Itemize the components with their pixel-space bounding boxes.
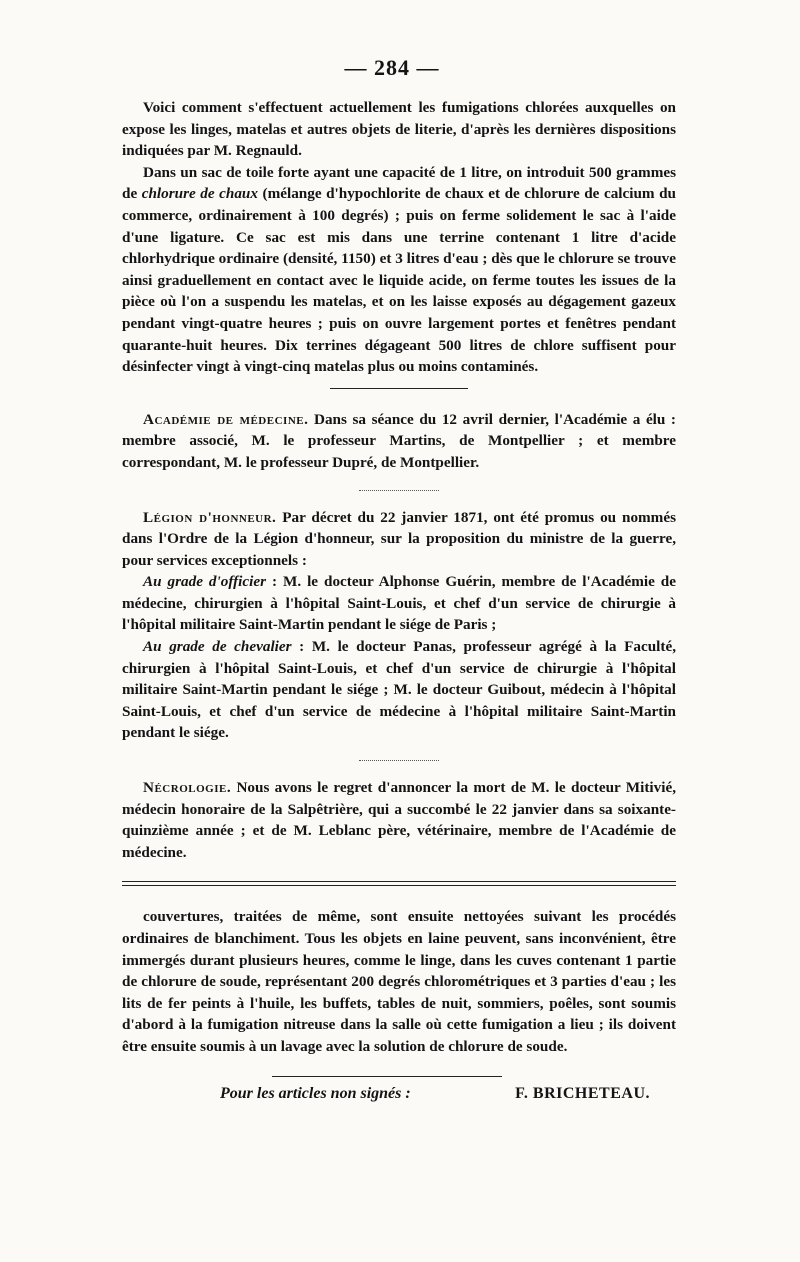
- signature-name: F. BRICHETEAU.: [515, 1084, 650, 1102]
- spacer: [122, 744, 676, 760]
- page-number: — 284 —: [344, 55, 440, 80]
- paragraph-fumigations: Voici comment s'effectuent actuellement les fumigations chlorées auxquelles on expose les linges, matelas et autres objets de literie, d'après les dernières dispositions indiquées par M. Regnauld.: [122, 99, 676, 160]
- necrologie-text: Nous avons le regret d'annoncer la mort de M. le docteur Mitivié, médecin honoraire de la Salpêtrière, qui a succombé le 22 janvier dans sa soixante-quinzième année ; et de M. Leblanc père, vétérinaire, membre de l'Académie de médecine.: [122, 779, 676, 861]
- paragraph-necrologie: [122, 777, 676, 863]
- necrologie-heading: Nécrologie.: [143, 779, 232, 797]
- spacer: [122, 474, 676, 490]
- signature-label: Pour les articles non signés :: [220, 1084, 411, 1102]
- paragraph-procedure: [122, 162, 676, 378]
- procedure-text-end: (mélange d'hypochlorite de chaux et de chlorure de calcium du commerce, ordinairement à 100 degrés) ; puis on ferme solidement le sac à l'aide d'une ligature. Ce sac est mis dans une terrine contenant 1 litre d'acide chlorhydrique ordinaire (densité, 1150) et 3 litres d'eau ; dès que le chlorure se trouve ainsi graduellement en contact avec le liquide acide, on ferme toutes les issues de la pièce où l'on a suspendu les matelas, et on les laisse exposés au dégagement gazeux pendant vingt-quatre heures ; puis on ouvre largement portes et fenêtres pendant quarante-huit heures. Dix terrines dégageant 500 litres de chlore suffisent pour désinfecter vingt à vingt-cinq matelas plus ou moins contaminés.: [122, 185, 677, 376]
- signature-divider: [272, 1076, 502, 1077]
- chevalier-label: Au grade de chevalier: [143, 638, 292, 656]
- academie-heading: Académie de médecine.: [143, 410, 309, 428]
- procedure-italic-term: chlorure de chaux: [141, 185, 258, 203]
- signature-line: [122, 1085, 676, 1103]
- paragraph-officier: [122, 571, 676, 636]
- chevalier-text: : M. le docteur Panas, professeur agrégé à la Faculté, chirurgien à l'hôpital Saint-Louis, et chef d'un service de chirurgie à l'hôpital militaire Saint-Martin pendant le siége ; M. le docteur Guibout, médecin à l'hôpital Saint-Louis, et chef d'un service de médecine à l'hôpital militaire Saint-Martin pendant le siége.: [122, 638, 677, 742]
- officier-text: : M. le docteur Alphonse Guérin, membre de l'Académie de médecine, chirurgien à l'hôpital Saint-Louis, et chef d'un service de chirurgie à l'hôpital militaire Saint-Martin pendant le siége de Paris ;: [122, 573, 676, 634]
- legion-heading: Légion d'honneur.: [143, 508, 277, 526]
- dotted-divider: [359, 760, 439, 761]
- procedure-text-start: Dans un sac de toile forte ayant une capacité de 1 litre, on introduit 500 grammes de: [122, 163, 676, 203]
- document-page: [122, 55, 676, 1103]
- academie-text: Dans sa séance du 12 avril dernier, l'Académie a élu : membre associé, M. le professeur Martins, de Montpellier ; et membre correspondant, M. le professeur Dupré, de Montpellier.: [122, 410, 676, 471]
- officier-label: Au grade d'officier: [143, 573, 267, 591]
- section-divider: [330, 388, 468, 389]
- paragraph-academie: [122, 409, 676, 474]
- legion-text: Par décret du 22 janvier 1871, ont été promus ou nommés dans l'Ordre de la Légion d'honneur, sur la proposition du ministre de la guerre, pour services exceptionnels :: [122, 508, 676, 569]
- paragraph-legion: [122, 507, 676, 572]
- paragraph-chevalier: [122, 636, 676, 744]
- dotted-divider: [359, 490, 439, 491]
- double-rule-divider: [122, 881, 676, 886]
- paragraph-continuation: couvertures, traitées de même, sont ensuite nettoyées suivant les procédés ordinaires de blanchiment. Tous les objets en laine peuvent, sans inconvénient, être immergés durant plusieurs heures, comme le linge, dans les cuves contenant 1 partie de chlorure de soude, représentant 200 degrés chlorométriques et 3 parties d'eau ; les lits de fer peints à l'huile, les buffets, tables de nuit, sommiers, poêles, sont soumis d'abord à la fumigation nitreuse dans la salle où cette fumigation a lieu ; ils doivent être ensuite soumis à un lavage avec la solution de chlorure de soude.: [122, 908, 676, 1055]
